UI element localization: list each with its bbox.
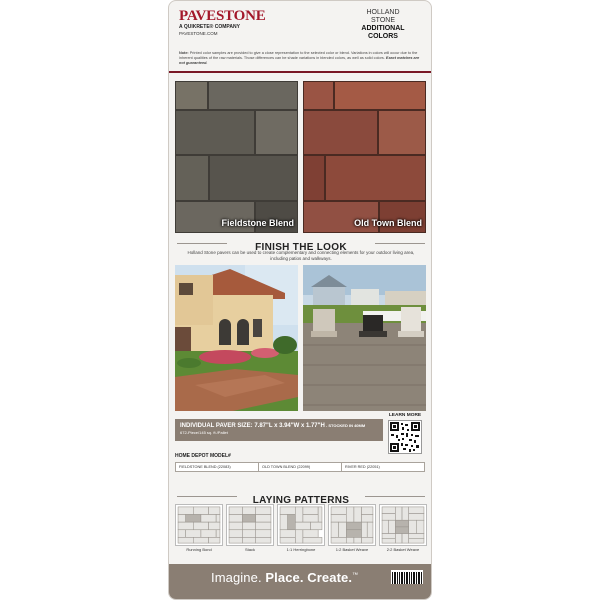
learn-more-label: LEARN MORE [388, 413, 422, 418]
model-cell: OLD TOWN BLEND (22099) [259, 463, 342, 471]
pattern-basket-weave-22 [379, 504, 427, 554]
model-number-title: HOME DEPOT MODEL# [175, 453, 231, 459]
paver-size-main: INDIVIDUAL PAVER SIZE: 7.87"L x 3.94"W x 1.77"H [180, 423, 325, 429]
pattern-label: 1:2 Basket Weave [335, 547, 369, 552]
collection-title [343, 9, 423, 41]
pattern-running-bond [175, 504, 223, 554]
header [169, 1, 432, 51]
laying-title: LAYING PATTERNS [248, 495, 355, 506]
patio-photo-image [303, 265, 426, 411]
fieldstone-paver-image [175, 81, 298, 233]
house-walkway-photo [175, 265, 298, 411]
swatch-fieldstone-blend [175, 81, 298, 233]
product-card [168, 0, 432, 600]
note-emphasis: Exact matches are not guaranteed. [179, 56, 420, 66]
finish-title: FINISH THE LOOK [250, 242, 352, 253]
barcode-icon [392, 572, 422, 584]
footer-banner [169, 564, 432, 600]
learn-more-block[interactable] [385, 413, 425, 454]
old-town-paver-image [303, 81, 426, 233]
basket-weave-22-diagram [379, 504, 427, 546]
heading-rule-right [365, 496, 425, 497]
pattern-stack [226, 504, 274, 554]
paver-size [180, 422, 378, 430]
swatch-label: Old Town Blend [354, 218, 422, 228]
tagline [211, 570, 358, 585]
finish-description: Holland Stone pavers can be used to create complementary and connecting elements for your outdoor living area, including patios and walkways. [187, 250, 415, 261]
swatch-label: Fieldstone Blend [221, 218, 294, 228]
pattern-label: Stack [244, 547, 255, 552]
brand-logo-block [179, 9, 265, 37]
swatch-old-town-blend [303, 81, 426, 233]
patio-photo [303, 265, 426, 411]
herringbone-diagram [277, 504, 325, 546]
disclaimer-note [179, 51, 423, 67]
paver-size-stock: - STOCKED IN 40MM [324, 423, 366, 428]
pattern-label: 2:2 Basket Weave [386, 547, 420, 552]
paver-size-banner [175, 419, 383, 441]
brand-subtitle: A QUIKRETE® COMPANY [179, 24, 240, 30]
model-cell: FIELDSTONE BLEND (22083) [176, 463, 259, 471]
heading-rule-left [177, 496, 237, 497]
barcode [391, 570, 423, 584]
note-text: Printed color samples are provided to give a close representation to the selected color or blend. Variations in colors will occur due to the inherent qualities of the raw materials. Those differences can be shade variations in blended colors, as well as solid colors. [179, 51, 418, 61]
stack-diagram [226, 504, 274, 546]
brand-url: PAVESTONE.COM [179, 31, 218, 36]
basket-weave-12-diagram [328, 504, 376, 546]
collection-line2: STONE [371, 17, 395, 24]
qr-code-icon [389, 421, 421, 453]
note-label: Note: [179, 51, 189, 55]
house-photo-image [175, 265, 298, 411]
tagline-trademark: ™ [352, 572, 359, 579]
model-number-table [175, 462, 425, 472]
pattern-label: 1:1 Herringbone [286, 547, 316, 552]
heading-rule-right [375, 243, 425, 244]
collection-line3: ADDITIONAL [361, 25, 405, 32]
pattern-herringbone [277, 504, 325, 554]
qr-code[interactable] [388, 420, 422, 454]
collection-line1: HOLLAND [366, 9, 400, 16]
tagline-imagine: Imagine. [211, 570, 266, 585]
brand-logo: PAVESTONE [179, 8, 266, 24]
pallet-info: 672-Piece/145 sq. ft./Pallet [180, 430, 228, 435]
tagline-place-create: Place. Create. [265, 570, 353, 585]
heading-rule-left [177, 243, 227, 244]
model-cell: RIVER RED (22051) [345, 465, 380, 469]
pattern-basket-weave-12 [328, 504, 376, 554]
running-bond-diagram [175, 504, 223, 546]
laying-patterns-row [175, 504, 427, 554]
collection-line4: COLORS [368, 33, 398, 40]
pattern-label: Running Bond [186, 547, 212, 552]
header-divider [169, 71, 432, 73]
